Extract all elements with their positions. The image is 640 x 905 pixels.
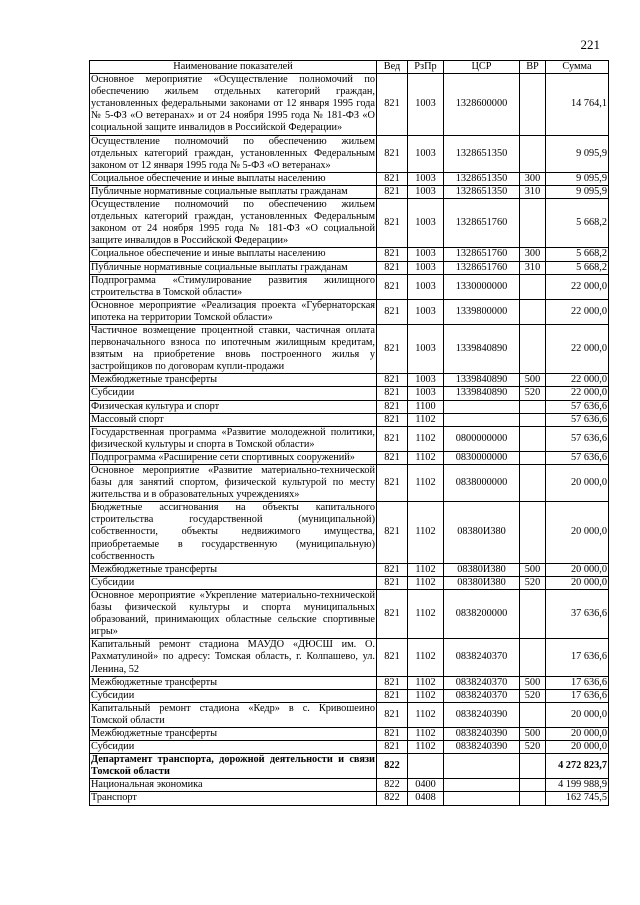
row-name: Основное мероприятие «Укрепление материально-технической базы физической культуры и спорта муниципальных образований, принимающих областные сельские спортивные игры» xyxy=(91,589,375,638)
row-ved: 822 xyxy=(377,792,408,805)
row-rzpr: 1003 xyxy=(408,185,444,198)
row-sum: 17 636,6 xyxy=(546,639,609,676)
row-csr: 1328651350 xyxy=(444,135,520,172)
row-name: Подпрограмма «Расширение сети спортивных сооружений» xyxy=(90,451,377,464)
row-rzpr: 0400 xyxy=(408,779,444,792)
table-row xyxy=(90,779,609,792)
row-name: Основное мероприятие «Осуществление полномочий по обеспечению жильем отдельных категорий граждан, установленных федеральными законами от 12 января 1995 года № 5-ФЗ «О ветеранах» и от 24 ноября 1995 года № 181-ФЗ «О социальной защите инвалидов в Российской Федерации» xyxy=(91,74,375,134)
row-name: Субсидии xyxy=(90,741,377,754)
row-sum: 22 000,0 xyxy=(546,274,609,299)
row-rzpr: 1003 xyxy=(408,74,444,135)
row-sum: 4 199 988,9 xyxy=(546,779,609,792)
budget-table xyxy=(89,60,609,806)
row-rzpr: 1102 xyxy=(408,426,444,451)
row-csr: 0838240370 xyxy=(444,676,520,689)
row-rzpr: 1102 xyxy=(408,689,444,702)
row-name: Субсидии xyxy=(90,387,377,400)
row-sum: 5 668,2 xyxy=(546,199,609,248)
row-vr xyxy=(520,754,546,779)
row-sum: 37 636,6 xyxy=(546,589,609,638)
table-row xyxy=(90,261,609,274)
row-vr xyxy=(520,299,546,324)
row-vr xyxy=(520,324,546,373)
row-name: Массовый спорт xyxy=(90,413,377,426)
row-vr xyxy=(520,274,546,299)
row-name: Национальная экономика xyxy=(90,779,377,792)
table-row xyxy=(90,576,609,589)
row-ved: 821 xyxy=(377,689,408,702)
row-ved: 821 xyxy=(377,74,408,135)
row-ved: 821 xyxy=(377,299,408,324)
row-rzpr: 1102 xyxy=(408,727,444,740)
row-vr xyxy=(520,502,546,563)
row-ved: 821 xyxy=(377,589,408,638)
row-csr: 08380И380 xyxy=(444,563,520,576)
row-rzpr: 1102 xyxy=(408,465,444,502)
row-vr xyxy=(520,199,546,248)
row-sum: 17 636,6 xyxy=(546,676,609,689)
row-csr: 0838240390 xyxy=(444,741,520,754)
row-csr: 1330000000 xyxy=(444,274,520,299)
row-name: Капитальный ремонт стадиона МАУДО «ДЮСШ им. О. Рахматулиной» по адресу: Томская область, г. Колпашево, ул. Ленина, 52 xyxy=(91,639,375,675)
row-name: Департамент транспорта, дорожной деятельности и связи Томской области xyxy=(91,754,375,778)
row-ved: 821 xyxy=(377,702,408,727)
row-sum: 22 000,0 xyxy=(546,324,609,373)
row-ved: 821 xyxy=(377,274,408,299)
row-csr xyxy=(444,792,520,805)
row-rzpr: 1102 xyxy=(408,741,444,754)
row-sum: 20 000,0 xyxy=(546,741,609,754)
table-body xyxy=(90,74,609,805)
row-ved: 821 xyxy=(377,185,408,198)
header-vr: ВР xyxy=(520,61,546,74)
row-vr xyxy=(520,639,546,676)
row-csr: 1328651760 xyxy=(444,248,520,261)
row-vr xyxy=(520,400,546,413)
row-csr xyxy=(444,413,520,426)
row-name: Государственная программа «Развитие молодежной политики, физической культуры и спорта в Томской области» xyxy=(91,426,375,450)
row-csr: 1328651350 xyxy=(444,172,520,185)
row-ved: 821 xyxy=(377,502,408,563)
row-vr: 520 xyxy=(520,689,546,702)
table-row xyxy=(90,185,609,198)
row-vr: 300 xyxy=(520,248,546,261)
row-csr: 0838240370 xyxy=(444,689,520,702)
row-ved: 821 xyxy=(377,451,408,464)
row-name: Межбюджетные трансферты xyxy=(90,676,377,689)
row-sum: 14 764,1 xyxy=(546,74,609,135)
row-sum: 9 095,9 xyxy=(546,172,609,185)
row-name: Транспорт xyxy=(90,792,377,805)
row-ved: 821 xyxy=(377,248,408,261)
row-rzpr: 1003 xyxy=(408,135,444,172)
row-vr: 500 xyxy=(520,727,546,740)
table-row xyxy=(90,563,609,576)
table-row xyxy=(90,413,609,426)
row-vr xyxy=(520,426,546,451)
row-sum: 5 668,2 xyxy=(546,248,609,261)
table-header-row xyxy=(90,61,609,74)
row-vr xyxy=(520,779,546,792)
row-csr: 1339800000 xyxy=(444,299,520,324)
row-vr: 520 xyxy=(520,576,546,589)
row-ved: 821 xyxy=(377,413,408,426)
row-rzpr: 1102 xyxy=(408,563,444,576)
row-vr: 500 xyxy=(520,374,546,387)
row-name: Подпрограмма «Стимулирование развития жилищного строительства в Томской области» xyxy=(91,274,375,298)
row-csr: 1339840890 xyxy=(444,374,520,387)
row-ved: 822 xyxy=(377,754,408,779)
table-row xyxy=(90,400,609,413)
row-name: Межбюджетные трансферты xyxy=(90,374,377,387)
row-vr: 500 xyxy=(520,676,546,689)
header-name: Наименование показателей xyxy=(90,61,377,74)
table-row xyxy=(90,689,609,702)
row-rzpr: 1003 xyxy=(408,261,444,274)
row-csr: 0838240370 xyxy=(444,639,520,676)
row-sum: 17 636,6 xyxy=(546,689,609,702)
row-sum: 9 095,9 xyxy=(546,185,609,198)
row-sum: 57 636,6 xyxy=(546,413,609,426)
row-rzpr xyxy=(408,754,444,779)
row-sum: 9 095,9 xyxy=(546,135,609,172)
table-row xyxy=(90,199,609,248)
header-ved: Вед xyxy=(377,61,408,74)
row-vr xyxy=(520,589,546,638)
row-sum: 5 668,2 xyxy=(546,261,609,274)
row-rzpr: 1003 xyxy=(408,248,444,261)
table-row xyxy=(90,465,609,502)
row-vr xyxy=(520,135,546,172)
row-ved: 821 xyxy=(377,639,408,676)
row-ved: 821 xyxy=(377,465,408,502)
row-rzpr: 1100 xyxy=(408,400,444,413)
row-csr: 0830000000 xyxy=(444,451,520,464)
row-name: Капитальный ремонт стадиона «Кедр» в с. Кривошеино Томской области xyxy=(91,702,375,726)
row-csr: 08380И380 xyxy=(444,502,520,563)
row-sum: 57 636,6 xyxy=(546,400,609,413)
row-csr: 1328600000 xyxy=(444,74,520,135)
row-ved: 821 xyxy=(377,135,408,172)
header-rzpr: РзПр xyxy=(408,61,444,74)
row-rzpr: 1102 xyxy=(408,589,444,638)
row-rzpr: 1003 xyxy=(408,172,444,185)
row-csr xyxy=(444,754,520,779)
row-name: Физическая культура и спорт xyxy=(90,400,377,413)
header-sum: Сумма xyxy=(546,61,609,74)
row-vr xyxy=(520,702,546,727)
table-row xyxy=(90,248,609,261)
row-sum: 57 636,6 xyxy=(546,451,609,464)
row-csr: 1328651760 xyxy=(444,261,520,274)
row-csr: 1339840890 xyxy=(444,324,520,373)
row-ved: 821 xyxy=(377,374,408,387)
row-sum: 22 000,0 xyxy=(546,374,609,387)
row-name: Осуществление полномочий по обеспечению жильем отдельных категорий граждан, установленных Федеральным законом от 12 января 1995 года № 5-ФЗ «О ветеранах» xyxy=(91,135,375,171)
row-vr: 520 xyxy=(520,741,546,754)
table-row xyxy=(90,754,609,779)
row-rzpr: 0408 xyxy=(408,792,444,805)
row-csr: 1339840890 xyxy=(444,387,520,400)
page-number: 221 xyxy=(580,37,600,52)
table-row xyxy=(90,426,609,451)
row-rzpr: 1003 xyxy=(408,387,444,400)
row-vr: 310 xyxy=(520,261,546,274)
table-row xyxy=(90,451,609,464)
row-sum: 20 000,0 xyxy=(546,465,609,502)
row-sum: 20 000,0 xyxy=(546,727,609,740)
row-csr xyxy=(444,779,520,792)
row-vr: 310 xyxy=(520,185,546,198)
row-name: Межбюджетные трансферты xyxy=(90,563,377,576)
row-name: Основное мероприятие «Развитие материально-технической базы для занятий спортом, физической культурой по месту жительства и в образовательных учреждениях» xyxy=(91,465,375,501)
table-row xyxy=(90,502,609,563)
row-rzpr: 1102 xyxy=(408,413,444,426)
table-row xyxy=(90,324,609,373)
row-ved: 821 xyxy=(377,426,408,451)
row-ved: 821 xyxy=(377,741,408,754)
row-vr xyxy=(520,413,546,426)
row-name: Межбюджетные трансферты xyxy=(90,727,377,740)
row-ved: 821 xyxy=(377,400,408,413)
row-sum: 20 000,0 xyxy=(546,702,609,727)
row-name: Публичные нормативные социальные выплаты гражданам xyxy=(90,261,377,274)
row-sum: 20 000,0 xyxy=(546,576,609,589)
table-row xyxy=(90,74,609,135)
row-rzpr: 1102 xyxy=(408,451,444,464)
row-vr: 300 xyxy=(520,172,546,185)
row-rzpr: 1003 xyxy=(408,274,444,299)
row-sum: 162 745,5 xyxy=(546,792,609,805)
row-vr xyxy=(520,465,546,502)
table-row xyxy=(90,676,609,689)
row-rzpr: 1003 xyxy=(408,299,444,324)
row-name: Публичные нормативные социальные выплаты гражданам xyxy=(90,185,377,198)
table-row xyxy=(90,299,609,324)
row-csr: 0800000000 xyxy=(444,426,520,451)
row-rzpr: 1003 xyxy=(408,199,444,248)
row-ved: 821 xyxy=(377,261,408,274)
table-row xyxy=(90,135,609,172)
row-csr: 1328651760 xyxy=(444,199,520,248)
table-row xyxy=(90,274,609,299)
row-ved: 822 xyxy=(377,779,408,792)
row-name: Социальное обеспечение и иные выплаты населению xyxy=(90,172,377,185)
table-row xyxy=(90,589,609,638)
table-row xyxy=(90,727,609,740)
row-ved: 821 xyxy=(377,576,408,589)
row-csr: 0838240390 xyxy=(444,702,520,727)
row-csr: 0838200000 xyxy=(444,589,520,638)
row-sum: 57 636,6 xyxy=(546,426,609,451)
row-ved: 821 xyxy=(377,387,408,400)
row-vr xyxy=(520,74,546,135)
table-row xyxy=(90,741,609,754)
table-row xyxy=(90,702,609,727)
row-name: Субсидии xyxy=(90,689,377,702)
row-vr: 520 xyxy=(520,387,546,400)
row-rzpr: 1102 xyxy=(408,639,444,676)
row-rzpr: 1003 xyxy=(408,324,444,373)
row-ved: 821 xyxy=(377,727,408,740)
table-row xyxy=(90,172,609,185)
row-sum: 4 272 823,7 xyxy=(546,754,609,779)
row-rzpr: 1102 xyxy=(408,702,444,727)
row-name: Субсидии xyxy=(90,576,377,589)
row-rzpr: 1102 xyxy=(408,576,444,589)
row-rzpr: 1102 xyxy=(408,502,444,563)
table-row xyxy=(90,374,609,387)
row-csr: 1328651350 xyxy=(444,185,520,198)
table-row xyxy=(90,387,609,400)
row-name: Осуществление полномочий по обеспечению жильем отдельных категорий граждан, установленных Федеральным законом от 24 ноября 1995 года № 181-ФЗ «О социальной защите инвалидов в Российской Федерации» xyxy=(91,199,375,247)
row-csr: 0838000000 xyxy=(444,465,520,502)
header-csr: ЦСР xyxy=(444,61,520,74)
row-vr xyxy=(520,792,546,805)
row-vr xyxy=(520,451,546,464)
row-sum: 22 000,0 xyxy=(546,387,609,400)
row-name: Бюджетные ассигнования на объекты капитального строительства государственной (муниципальной) собственности, объекты недвижимого имущества, приобретаемые в государственную (муниципальную) собственность xyxy=(91,502,375,562)
table-row xyxy=(90,792,609,805)
row-ved: 821 xyxy=(377,676,408,689)
row-name: Основное мероприятие «Реализация проекта «Губернаторская ипотека на территории Томской области» xyxy=(91,299,375,323)
row-ved: 821 xyxy=(377,324,408,373)
row-csr: 08380И380 xyxy=(444,576,520,589)
row-csr xyxy=(444,400,520,413)
table-row xyxy=(90,639,609,676)
row-csr: 0838240390 xyxy=(444,727,520,740)
row-sum: 22 000,0 xyxy=(546,299,609,324)
row-rzpr: 1102 xyxy=(408,676,444,689)
row-rzpr: 1003 xyxy=(408,374,444,387)
row-ved: 821 xyxy=(377,172,408,185)
row-sum: 20 000,0 xyxy=(546,502,609,563)
row-sum: 20 000,0 xyxy=(546,563,609,576)
row-vr: 500 xyxy=(520,563,546,576)
row-ved: 821 xyxy=(377,199,408,248)
row-name: Социальное обеспечение и иные выплаты населению xyxy=(90,248,377,261)
row-ved: 821 xyxy=(377,563,408,576)
row-name: Частичное возмещение процентной ставки, частичная оплата первоначального взноса по ипотечным жилищным кредитам, взятым на приобретение вновь построенного жилья у застройщиков по договорам купли-продажи xyxy=(91,324,375,373)
